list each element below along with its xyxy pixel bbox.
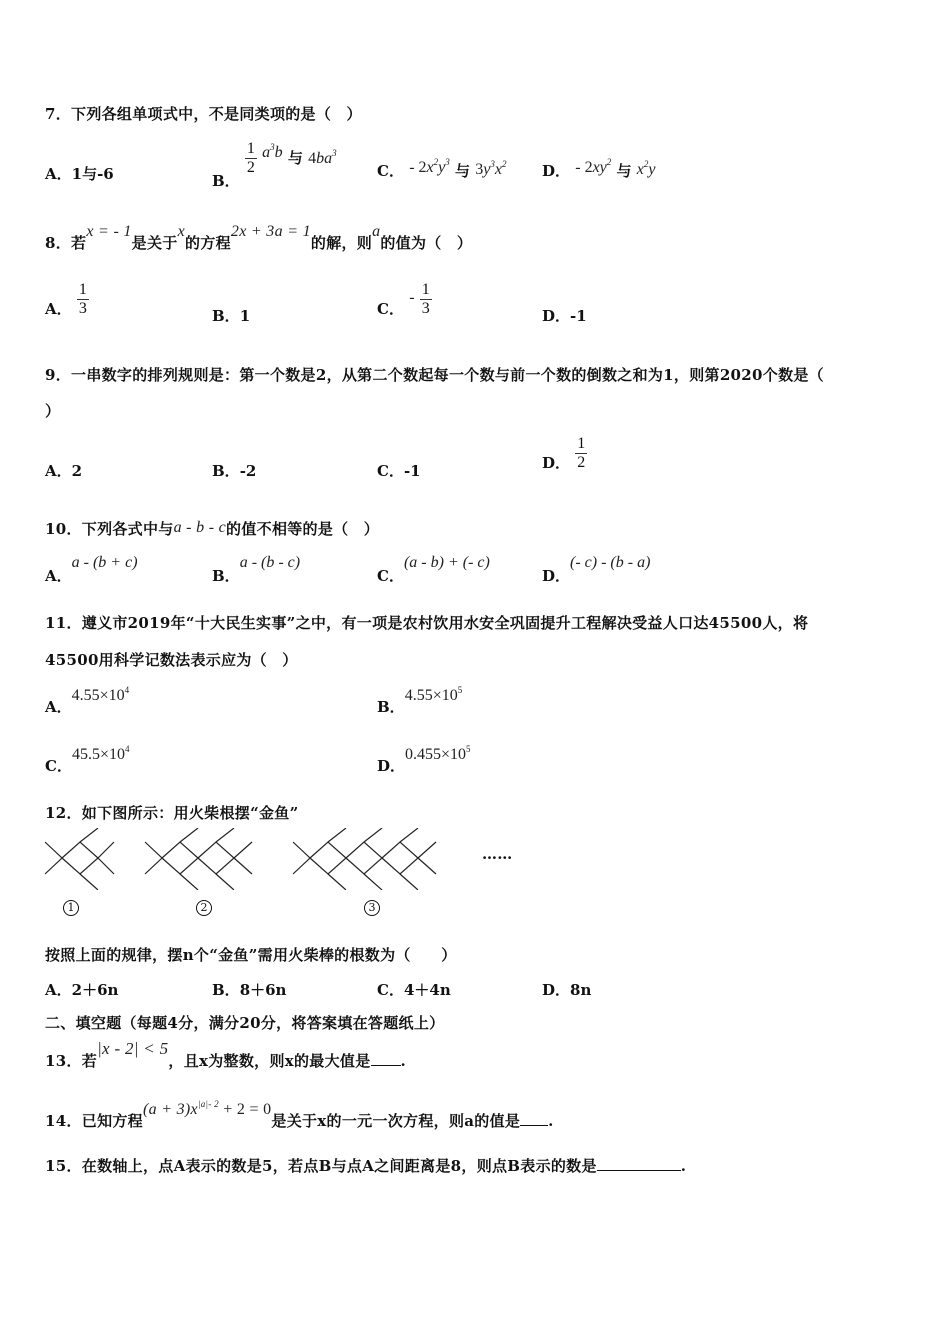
q7-option-c: C． - $2x^2y^3$ 与 $3y^3x^2$	[377, 157, 507, 180]
q12-option-d: D．8n	[542, 981, 592, 999]
q13-stem: 13．若|x - 2| < 5，且x为整数，则x的最大值是 .	[45, 1039, 407, 1070]
q8-option-d: D．-1	[542, 307, 587, 325]
q8-option-c: C． - $\frac{1}{3}$	[377, 281, 430, 318]
section-2-title: 二、填空题（每题4分，满分20分，将答案填在答题纸上）	[45, 1014, 445, 1032]
q7-stem: 7．下列各组单项式中，不是同类项的是（ ）	[45, 105, 362, 123]
q9-stem-line2: ）	[45, 402, 61, 420]
q15-stem: 15．在数轴上，点A表示的数是5，若点B与点A之间距离是8，则点B表示的数是 .	[45, 1157, 687, 1175]
q8-stem: 8．若x = - 1是关于x的方程2x + 3a = 1的解，则a的值为（ ）	[45, 223, 473, 252]
q12-stem: 12．如下图所示：用火柴根摆“金鱼”	[45, 804, 299, 822]
q9-option-a: A．2	[45, 462, 83, 480]
figure-label-3: 3	[364, 897, 380, 916]
q8-option-b: B．1	[212, 307, 251, 325]
q7-option-a: A．1与-6	[45, 165, 114, 183]
goldfish-figure-3	[288, 828, 458, 890]
figure-label-2: 2	[196, 897, 212, 916]
goldfish-figure-2	[140, 828, 265, 890]
goldfish-figure-1	[40, 828, 120, 890]
q7-option-d: D． - $2xy^2$ 与 $x^2y$	[542, 157, 656, 180]
q10-option-b: B．a - (b - c)	[212, 554, 301, 585]
q10-stem: 10．下列各式中与a - b - c的值不相等的是（ ）	[45, 519, 380, 538]
q9-option-b: B．-2	[212, 462, 257, 480]
q10-option-a: A．a - (b + c)	[45, 554, 138, 585]
q12-option-a: A．2＋6n	[45, 981, 119, 999]
q11-option-a: A．$4.55\times 10^4$	[45, 685, 130, 716]
figure-ellipsis: ……	[482, 845, 513, 863]
q10-option-d: D．(- c) - (b - a)	[542, 554, 651, 585]
q9-option-d: D． $\frac{1}{2}$	[542, 435, 586, 472]
q11-option-d: D．$0.455\times 10^5$	[377, 744, 471, 775]
q12-option-b: B．8＋6n	[212, 981, 287, 999]
q14-stem: 14．已知方程$(a + 3)x^{|a|- 2} + 2 = 0$是关于x的一元一次方程，则a的值是 .	[45, 1099, 554, 1130]
q11-stem-line1: 11．遵义市2019年“十大民生实事”之中，有一项是农村饮用水安全巩固提升工程解决受益人口达45500人，将	[45, 614, 809, 632]
q8-option-a: A． $\frac{1}{3}$	[45, 281, 87, 318]
q10-option-c: C．(a - b) + (- c)	[377, 554, 490, 585]
q9-stem-line1: 9．一串数字的排列规则是：第一个数是2，从第二个数起每一个数与前一个数的倒数之和为1，则第2020个数是（	[45, 366, 824, 384]
q7-option-b: B． $\frac{1}{2}$ $a^3b$ 与 $4ba^3$	[212, 140, 337, 190]
q11-option-c: C．$45.5\times 10^4$	[45, 744, 130, 775]
q11-stem-line2: 45500用科学记数法表示应为（ ）	[45, 651, 298, 669]
q11-option-b: B．$4.55\times 10^5$	[377, 685, 463, 716]
figure-label-1: 1	[63, 897, 79, 916]
q9-option-c: C．-1	[377, 462, 421, 480]
q12-question: 按照上面的规律，摆n个“金鱼”需用火柴棒的根数为（ ）	[45, 946, 457, 964]
q12-option-c: C．4＋4n	[377, 981, 451, 999]
